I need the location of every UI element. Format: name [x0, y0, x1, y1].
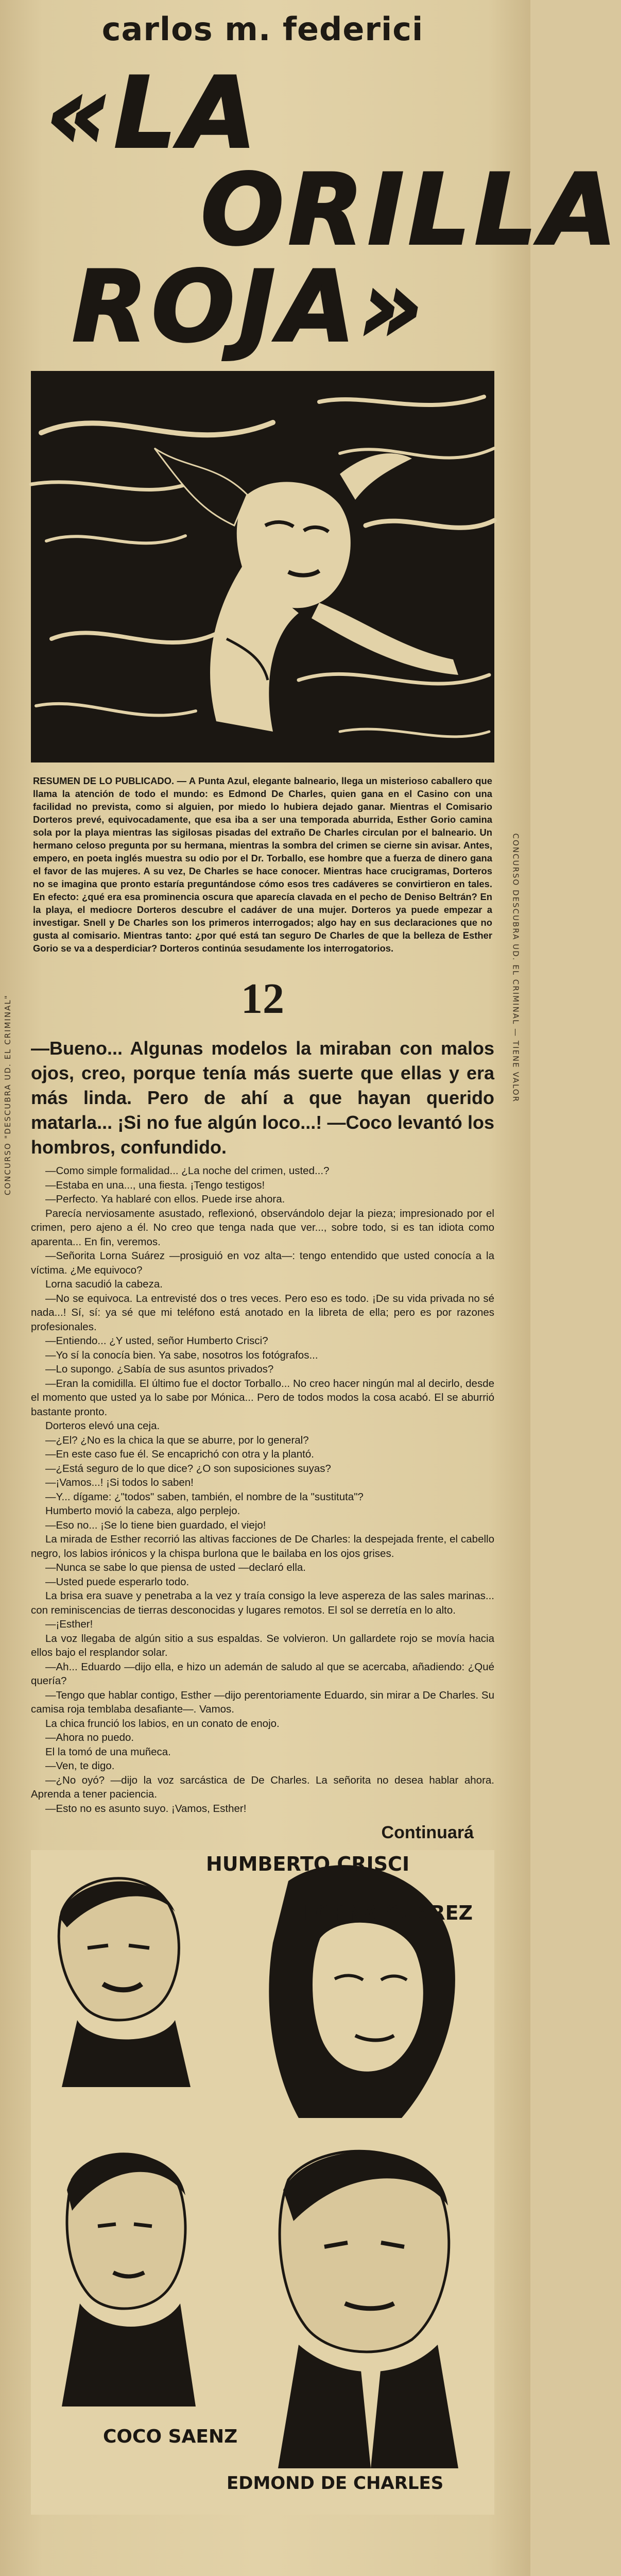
chapter-number: 12	[241, 975, 284, 1023]
story-title	[31, 56, 621, 364]
story-paragraph: —Lo supongo. ¿Sabía de sus asuntos privados?	[45, 1363, 274, 1375]
story-paragraph: —¿El? ¿No es la chica la que se aburre, por lo general?	[45, 1434, 309, 1446]
story-paragraph: La voz llegaba de algún sitio a sus espaldas. Se volvieron. Un gallardete rojo se movía hacia ellos bajo el resplandor solar.	[31, 1632, 494, 1658]
story-paragraph: Lorna sacudió la cabeza.	[45, 1278, 163, 1290]
story-paragraph: —Y... dígame: ¿"todos" saben, también, el nombre de la "sustituta"?	[45, 1490, 364, 1503]
story-paragraph: —Estaba en una..., una fiesta. ¡Tengo testigos!	[45, 1179, 265, 1191]
summary-paragraph: RESUMEN DE LO PUBLICADO. — A Punta Azul, elegante balneario, llega un misterioso caballero que llama la atención de todo el mundo: es Edmond De Charles, quien gana en el Casino con una facilidad no prevista, como si alguien, por miedo lo hubiera dejado ganar. Mientras el Comisario Dorteros prevé, equivocadamente, que esa iba a ser una temporada aburrida, Esther Gorio camina sola por la playa mientras las sigilosas pisadas del extraño De Charles circulan por el balneario. Un hermano celoso pregunta por su hermana, mientras la sombra del crimen se cierne sin avisar. Antes, empero, en poeta inglés muestra su odio por el Dr. Torballo, ese hombre que a fuerza de dinero gana el favor de las mujeres. A su vez, De Charles se hace conocer. Mientras hace crucigramas, Dorteros no se imagina que pronto estaría preguntándose cómo esos tres cadáveres se convirtieron en tales. En efecto: ¿qué era esa prominencia oscura que aparecía clavada en el pecho de Deniso Beltrán? En la playa, el mediocre Dorteros descubre el cadáver de una mujer. Dorteros ya puede empezar a investigar. Snell y De Charles son los primeros interrogados; algo hay en sus declaraciones que no gusta al comisario. Mientras tanto: ¿por qué está tan seguro De Charles de que la belleza de Esther Gorio se va a desperdiciar? Dorteros continúa sesudamente los interrogatorios.	[33, 775, 492, 954]
main-illustration	[31, 371, 494, 762]
story-paragraph: —Esto no es asunto suyo. ¡Vamos, Esther!	[45, 1802, 247, 1815]
story-paragraph: —Nunca se sabe lo que piensa de usted —declaró ella.	[45, 1562, 306, 1573]
story-paragraph: —Perfecto. Ya hablaré con ellos. Puede irse ahora.	[45, 1193, 285, 1205]
story-paragraph: —¿No oyó? —dijo la voz sarcástica de De Charles. La señorita no desea hablar ahora. Aprenda a tener paciencia.	[31, 1774, 494, 1800]
story-paragraph: Humberto movió la cabeza, algo perplejo.	[45, 1505, 240, 1517]
story-paragraph: La chica frunció los labios, en un conato de enojo.	[45, 1717, 280, 1730]
story-paragraph: El la tomó de una muñeca.	[45, 1745, 171, 1758]
story-paragraph: La brisa era suave y penetraba a la vez y traía consigo la leve aspereza de las sales marinas... con reminiscencias de tierras desconocidas y lugares remotos. El sol se derretía en lo alto.	[31, 1590, 494, 1616]
title-line-2: ORILLA	[201, 153, 621, 267]
story-paragraph: —Entiendo... ¿Y usted, señor Humberto Crisci?	[45, 1335, 268, 1347]
story-paragraph: —No se equivoca. La entrevisté dos o tres veces. Pero eso es todo. ¡De su vida privada no sé nada...! Sí, sí: ya sé que mi teléfono está anotado en la libreta de ella; pero es por razones profesionales.	[31, 1292, 494, 1333]
label-edmond: EDMOND DE CHARLES	[227, 2473, 444, 2494]
side-caption-left: CONCURSO "DESCUBRA UD. EL CRIMINAL"	[3, 994, 12, 1195]
story-paragraph: —Tengo que hablar contigo, Esther —dijo perentoriamente Eduardo, sin mirar a De Charles. Su camisa roja temblaba desafiante—. Vamos.	[31, 1689, 494, 1715]
side-caption-right: CONCURSO DESCUBRA UD. EL CRIMINAL — TIENE VALOR	[511, 833, 520, 1103]
characters-illustration	[31, 1850, 494, 2515]
author-name: carlos m. federici	[101, 10, 424, 48]
story-paragraph: —Ven, te digo.	[45, 1760, 115, 1772]
label-lorna: LORNA SUAREZ	[304, 1902, 473, 1924]
story-paragraph: La mirada de Esther recorrió las altivas facciones de De Charles: la despejada frente, el cabello negro, los labios irónicos y la chispa burlona que le bailaba en los ojos grises.	[31, 1533, 494, 1560]
label-coco: COCO SAENZ	[103, 2426, 238, 2447]
story-paragraph: —¡Vamos...! ¡Si todos lo saben!	[45, 1477, 194, 1488]
story-paragraph: —En este caso fue él. Se encaprichó con otra y la plantó.	[45, 1448, 314, 1460]
story-paragraph: —Usted puede esperarlo todo.	[45, 1575, 189, 1588]
portrait-edmond	[278, 2151, 458, 2468]
title-line-1: «LA	[46, 56, 261, 170]
portrait-coco	[62, 2154, 196, 2406]
portrait-humberto	[59, 1878, 191, 2087]
story-paragraph: —Ahora no puedo.	[45, 1732, 134, 1743]
story-paragraph: —Eran la comidilla. El último fue el doctor Torballo... No creo hacer ningún mal al decirlo, desde el momento que usted ya lo sabe por Mónica... Pero de todos modos la cosa acabó. El se aburrió bastante pronto.	[31, 1377, 494, 1418]
continued-label: Continuará	[381, 1823, 474, 1842]
title-line-3: ROJA»	[72, 250, 427, 364]
story-paragraph: —Como simple formalidad... ¿La noche del crimen, usted...?	[45, 1165, 330, 1177]
lead-paragraph: —Bueno... Algunas modelos la miraban con malos ojos, creo, porque tenía más suerte que ellas y era más linda. Pero de ahí a que hayan querido matarla... ¡Si no fue algún loco...! —Coco levantó los hombros, confundido.	[31, 1038, 494, 1158]
story-paragraph: —Yo sí la conocía bien. Ya sabe, nosotros los fotógrafos...	[45, 1349, 318, 1361]
story-text	[31, 1164, 494, 1816]
label-humberto: HUMBERTO CRISCI	[206, 1853, 410, 1875]
story-paragraph: —¡Esther!	[45, 1618, 93, 1630]
story-paragraph: —Eso no... ¡Se lo tiene bien guardado, el viejo!	[45, 1519, 266, 1531]
story-paragraph: Dorteros elevó una ceja.	[45, 1420, 160, 1432]
story-paragraph: —Ah... Eduardo —dijo ella, e hizo un ademán de saludo al que se acercaba, añadiendo: ¿Qué quería?	[31, 1660, 494, 1687]
story-paragraph: —Señorita Lorna Suárez —prosiguió en voz alta—: tengo entendido que usted conocía a la víctima. ¿Me equivoco?	[31, 1250, 494, 1276]
story-paragraph: —¿Está seguro de lo que dice? ¿O son suposiciones suyas?	[45, 1462, 331, 1475]
story-paragraph: Parecía nerviosamente asustado, reflexionó, observándolo dejar la pieza; impresionado por el crimen, pero ajeno a él. No creo que tenga nada que ver..., sobre todo, si es tan idiota como aparenta... En fin, veremos.	[31, 1207, 494, 1248]
